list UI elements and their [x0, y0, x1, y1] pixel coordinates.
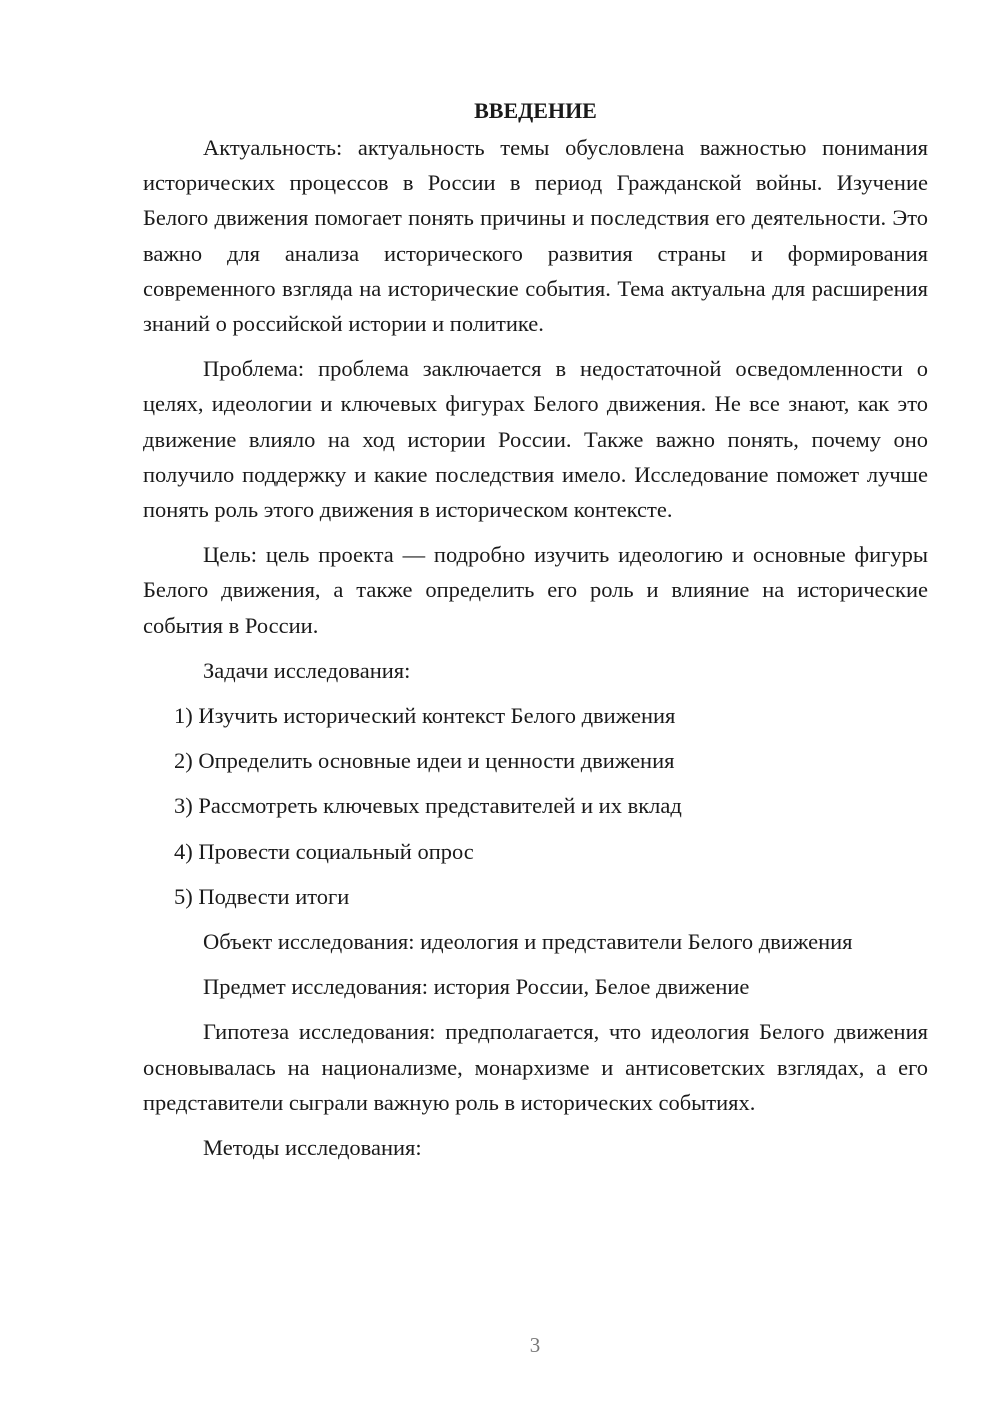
research-subject: Предмет исследования: история России, Белое движение	[203, 974, 750, 1000]
tasks-heading: Задачи исследования:	[203, 657, 411, 683]
relevance-paragraph: Актуальность: актуальность темы обусловлена важностью понимания исторических процессов в России в период Гражданской войны. Изучение Белого движения помогает понять причины и последствия его деятельности. Это важно для анализа исторического развития страны и формирования современного взгляда на исторические события. Тема актуальна для расширения знаний о российской истории и политике.	[143, 135, 928, 337]
task-item-3: 3) Рассмотреть ключевых представителей и их вклад	[174, 793, 682, 819]
task-item-4: 4) Провести социальный опрос	[174, 838, 474, 864]
research-object: Объект исследования: идеология и представители Белого движения	[203, 929, 853, 955]
page-content	[143, 96, 928, 1175]
tasks-list	[143, 698, 928, 914]
methods-heading: Методы исследования:	[203, 1135, 422, 1161]
task-item-1: 1) Изучить исторический контекст Белого движения	[174, 703, 676, 729]
section-heading: ВВЕДЕНИЕ	[474, 98, 597, 123]
page-number: 3	[529, 1333, 541, 1357]
goal-paragraph: Цель: цель проекта — подробно изучить идеологию и основные фигуры Белого движения, а также определить его роль и влияние на исторические события в России.	[143, 542, 928, 638]
task-item-2: 2) Определить основные идеи и ценности движения	[174, 748, 675, 774]
hypothesis-paragraph: Гипотеза исследования: предполагается, что идеология Белого движения основывалась на национализме, монархизме и антисоветских взглядах, а его представители сыграли важную роль в исторических событиях.	[143, 1019, 928, 1115]
problem-paragraph: Проблема: проблема заключается в недостаточной осведомленности о целях, идеологии и ключевых фигурах Белого движения. Не все знают, как это движение влияло на ход истории России. Также важно понять, почему оно получило поддержку и какие последствия имело. Исследование поможет лучше понять роль этого движения в историческом контексте.	[143, 356, 928, 523]
task-item-5: 5) Подвести итоги	[174, 883, 350, 909]
